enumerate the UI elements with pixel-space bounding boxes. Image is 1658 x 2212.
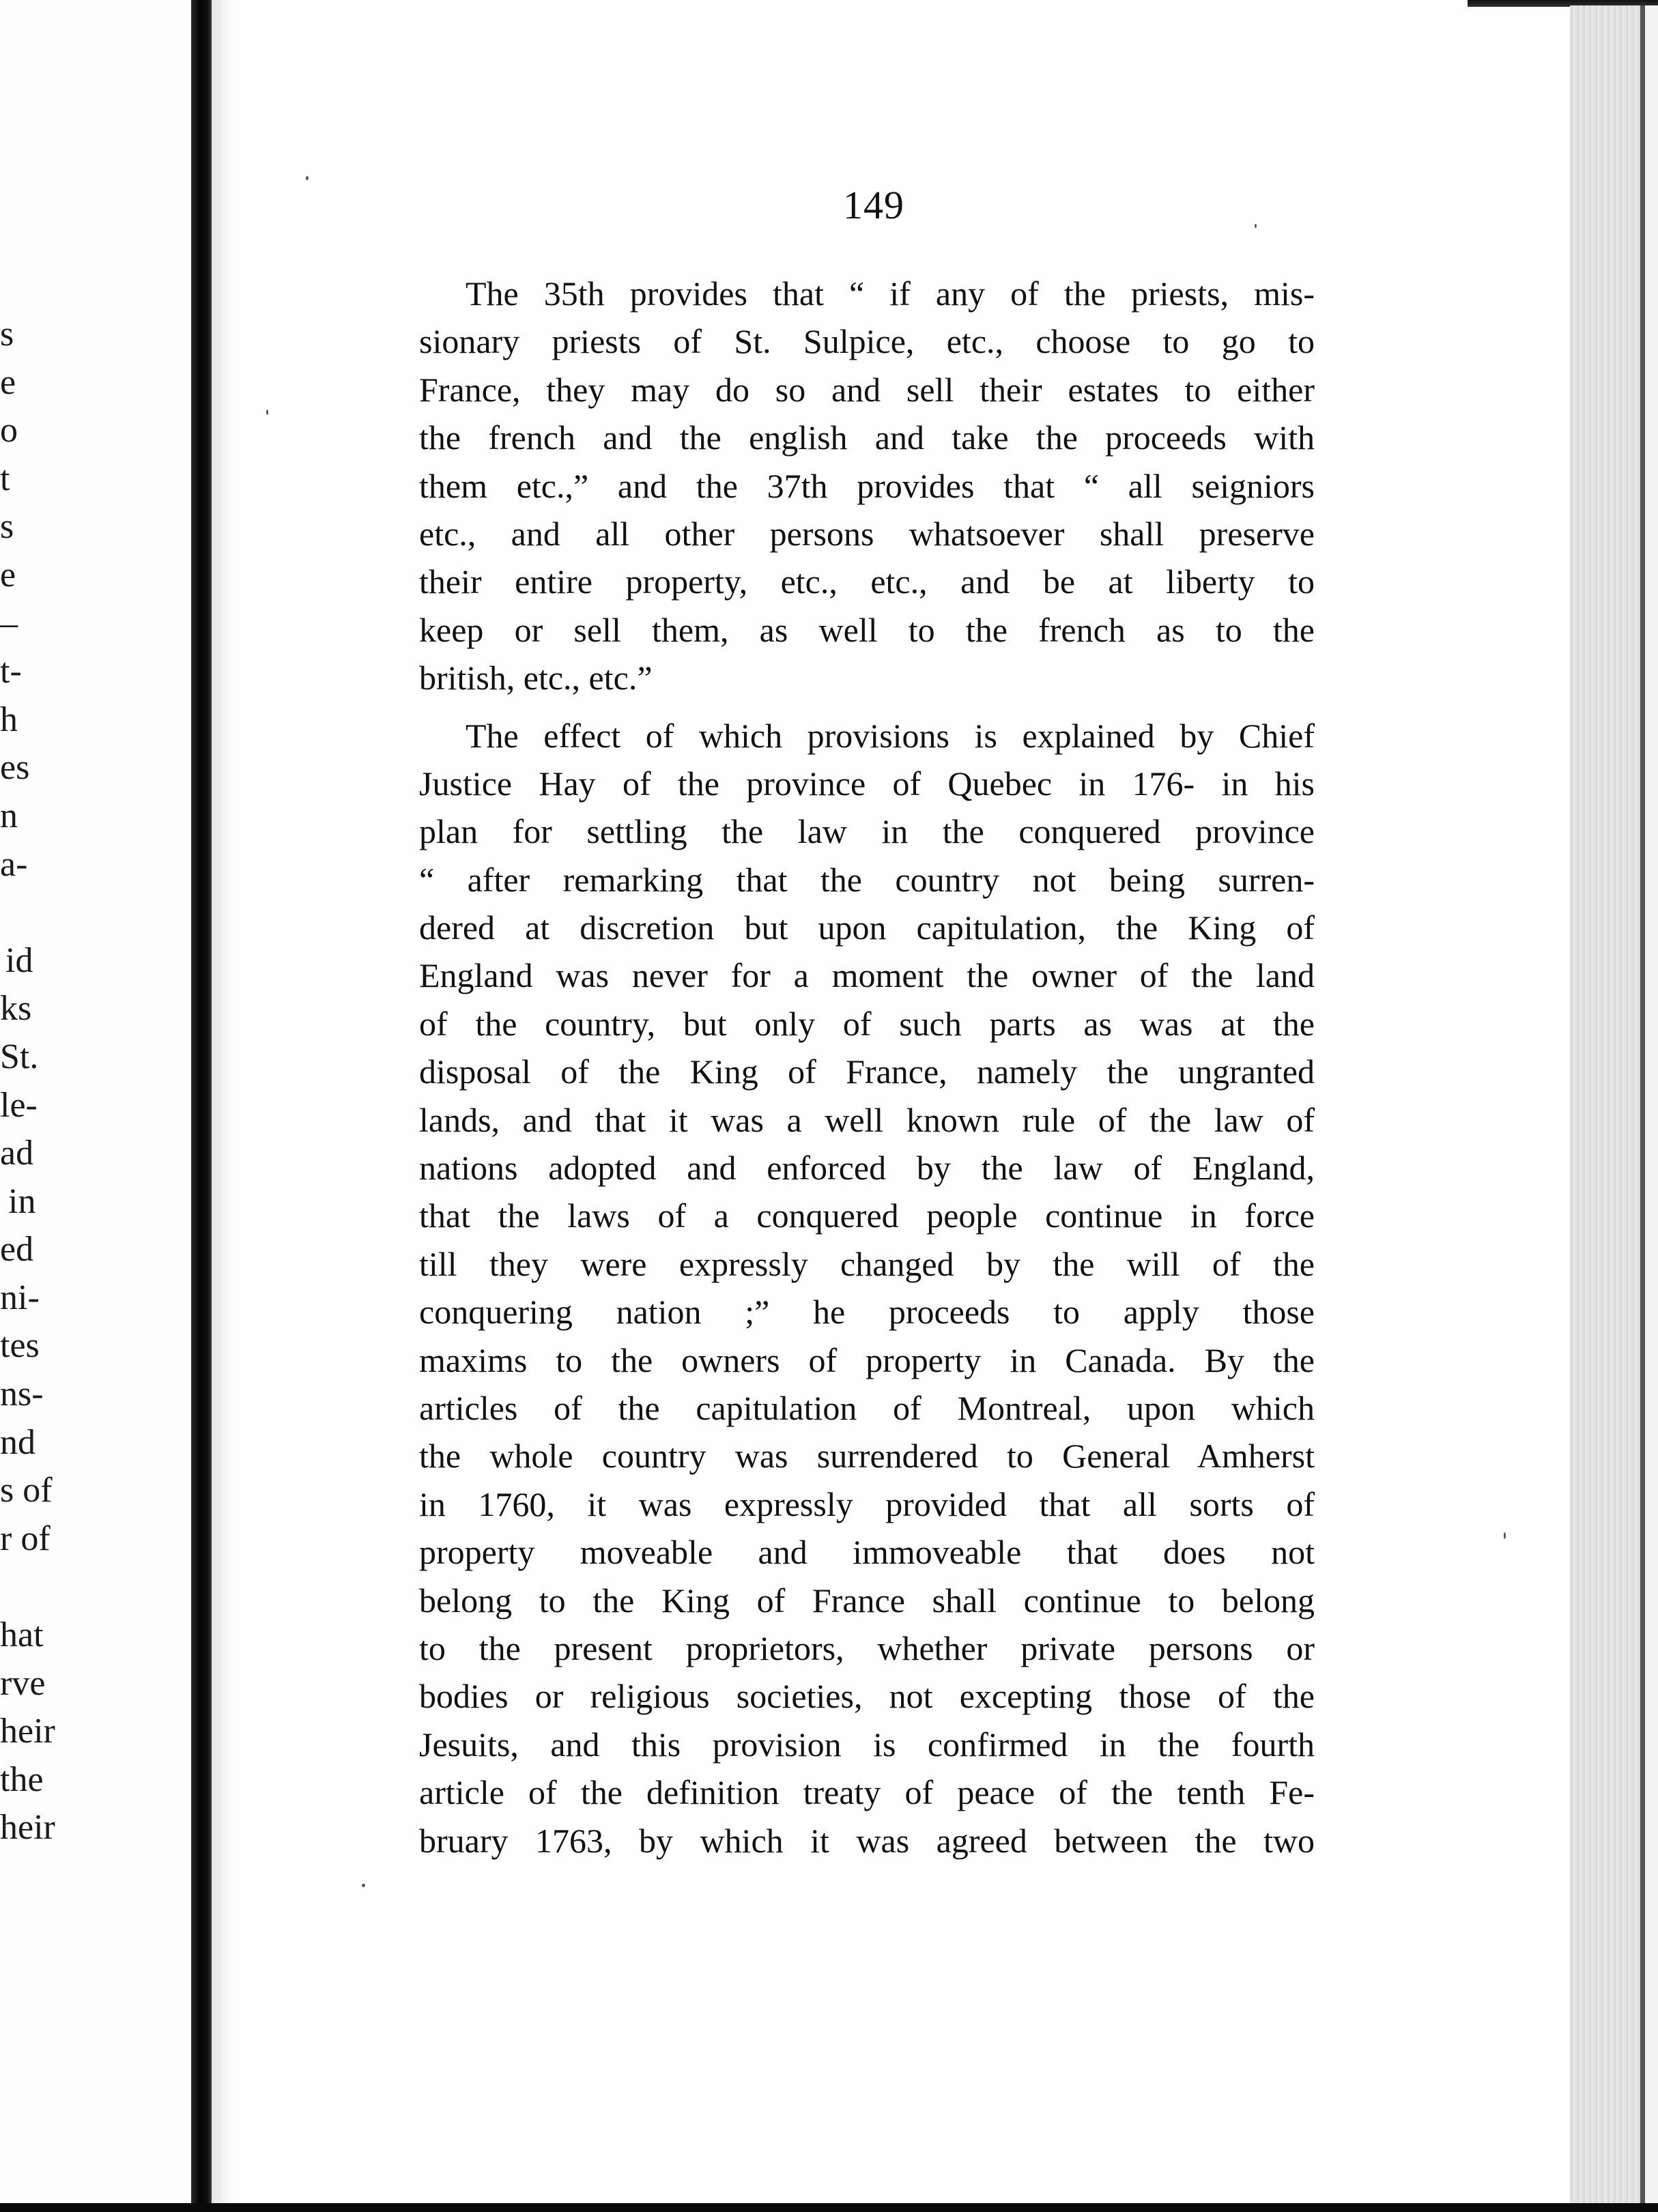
text-line: disposal of the King of France, namely the ungranted	[419, 1052, 1315, 1091]
facing-fragment: id	[5, 940, 33, 980]
facing-fragment: –	[0, 603, 18, 643]
paragraph-1	[419, 270, 1315, 702]
text-line: keep or sell them, as well to the french as to the	[419, 610, 1315, 649]
text-line: plan for settling the law in the conquered province	[419, 812, 1315, 851]
facing-fragment: the	[0, 1759, 44, 1799]
paragraph-2	[419, 712, 1315, 1865]
facing-fragment: in	[8, 1181, 36, 1221]
scan-speck	[1255, 224, 1257, 228]
scan-speck	[362, 1884, 365, 1887]
scan-speck	[306, 176, 309, 180]
facing-fragment: St.	[0, 1037, 39, 1076]
facing-fragment: r of	[0, 1519, 51, 1558]
gutter-shadow	[212, 0, 232, 2212]
text-line: etc., and all other persons whatsoever shall preserve	[419, 514, 1315, 553]
text-line: the whole country was surrendered to General Amherst	[419, 1437, 1315, 1476]
text-line: them etc.,” and the 37th provides that “ all seigniors	[419, 466, 1315, 505]
scan-speck	[266, 410, 268, 415]
page-edge-outer	[1645, 5, 1658, 2212]
facing-fragment: hat	[0, 1615, 44, 1655]
text-line: the french and the english and take the proceeds with	[419, 418, 1315, 457]
text-line: that the laws of a conquered people continue in force	[419, 1196, 1315, 1235]
facing-fragment: s of	[0, 1471, 53, 1510]
text-line: France, they may do so and sell their estates to either	[419, 370, 1315, 409]
facing-fragment: nd	[0, 1422, 35, 1462]
text-line: belong to the King of France shall continue to belong	[419, 1581, 1315, 1620]
facing-page-fragments	[0, 311, 191, 1852]
facing-fragment: t-	[0, 652, 22, 691]
text-line: articles of the capitulation of Montreal, upon which	[419, 1388, 1315, 1427]
text-line: article of the definition treaty of peace of the tenth Fe-	[419, 1773, 1315, 1812]
text-line: The 35th provides that “ if any of the priests, mis-	[466, 274, 1315, 313]
bottom-dark-edge	[0, 2203, 1658, 2212]
text-line: of the country, but only of such parts as was at the	[419, 1004, 1315, 1043]
text-line: maxims to the owners of property in Canada. By the	[419, 1340, 1315, 1379]
facing-fragment: ni-	[0, 1278, 40, 1317]
facing-fragment: le-	[0, 1085, 38, 1125]
page-edge-line	[1640, 5, 1645, 2212]
text-line: sionary priests of St. Sulpice, etc., choose to go to	[419, 322, 1315, 361]
text-line: property moveable and immoveable that does not	[419, 1533, 1315, 1572]
text-line: bodies or religious societies, not excepting those of the	[419, 1677, 1315, 1716]
facing-fragment: heir	[0, 1808, 55, 1848]
page-edge-stack	[1570, 5, 1642, 2212]
book-gutter	[191, 0, 212, 2212]
facing-fragment: rve	[0, 1663, 46, 1703]
text-line: “ after remarking that the country not being surren-	[419, 860, 1315, 899]
facing-fragment: heir	[0, 1712, 55, 1751]
facing-fragment: h	[0, 700, 18, 739]
facing-fragment: a-	[0, 844, 28, 884]
page-body	[419, 270, 1315, 1865]
facing-fragment: e	[0, 362, 16, 402]
text-line: bruary 1763, by which it was agreed between the two	[419, 1821, 1315, 1860]
facing-fragment: ks	[0, 989, 32, 1029]
facing-fragment: es	[0, 748, 30, 788]
text-line: Justice Hay of the province of Quebec in 176- in his	[419, 764, 1315, 803]
scan-speck	[1504, 1532, 1506, 1539]
facing-fragment: ad	[0, 1134, 34, 1173]
facing-fragment: e	[0, 555, 16, 594]
text-line: till they were expressly changed by the will of the	[419, 1244, 1315, 1283]
text-line: conquering nation ;” he proceeds to apply those	[419, 1293, 1315, 1332]
facing-fragment: ed	[0, 1230, 34, 1269]
text-line: Jesuits, and this provision is confirmed in the fourth	[419, 1725, 1315, 1764]
text-line: nations adopted and enforced by the law of England,	[419, 1149, 1315, 1188]
facing-fragment: s	[0, 507, 14, 547]
text-line: british, etc., etc.”	[419, 659, 653, 698]
page-number: 149	[843, 183, 904, 227]
text-line: lands, and that it was a well known rule of the law of	[419, 1100, 1315, 1139]
text-line: in 1760, it was expressly provided that all sorts of	[419, 1484, 1315, 1523]
text-line: dered at discretion but upon capitulation, the King of	[419, 908, 1315, 947]
facing-page-cropped	[0, 0, 191, 2212]
text-line: The effect of which provisions is explained by Chief	[466, 716, 1315, 755]
text-line: England was never for a moment the owner of the land	[419, 956, 1315, 995]
facing-fragment: n	[0, 796, 18, 835]
facing-fragment: s	[0, 315, 14, 354]
facing-fragment: t	[0, 459, 10, 498]
text-line: their entire property, etc., etc., and be at liberty to	[419, 562, 1315, 601]
facing-fragment: o	[0, 411, 18, 450]
text-line: to the present proprietors, whether private persons or	[419, 1628, 1315, 1667]
facing-fragment: tes	[0, 1326, 40, 1366]
facing-fragment: ns-	[0, 1375, 44, 1414]
